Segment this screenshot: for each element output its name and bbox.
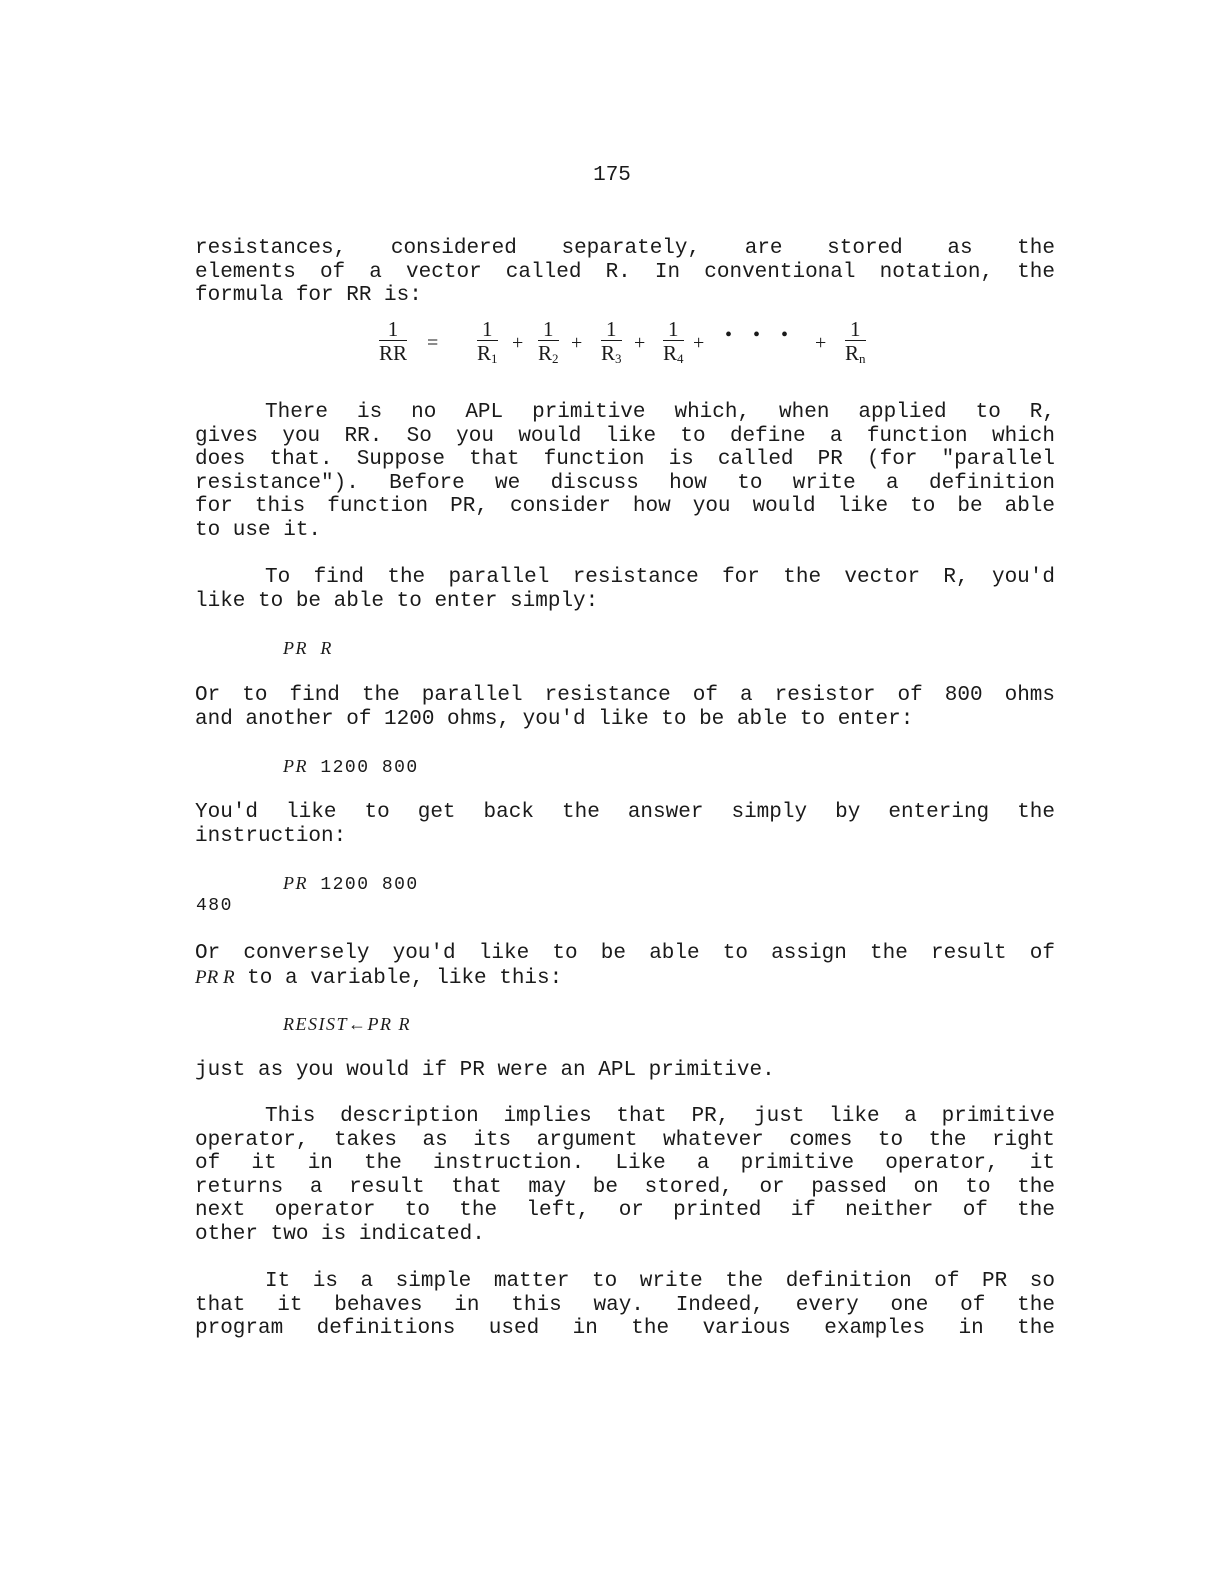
formula-ellipsis: • • • (725, 324, 797, 346)
code-function: PR (283, 873, 308, 893)
text-line: Or conversely you'd like to be able to assign the result of (195, 942, 1055, 965)
formula-plus: + (571, 332, 583, 354)
inline-code: PR R (195, 966, 235, 988)
text-line: Or to find the parallel resistance of a resistor of 800 ohms (195, 684, 1055, 707)
text-line: like to be able to enter simply: (195, 589, 599, 613)
term-subscript: 1 (491, 351, 498, 366)
text-line: gives you RR. So you would like to define a function which (195, 424, 1055, 448)
paragraph-no-primitive (195, 401, 1055, 543)
text-line: It is a simple matter to write the definition of PR so (265, 1270, 1055, 1293)
term-base: R (601, 341, 616, 365)
formula-denominator (663, 341, 684, 371)
formula-denominator (601, 341, 622, 371)
text-line: just as you would if PR were an APL primitive. (195, 1059, 775, 1082)
code-arguments: 1200 800 (320, 875, 419, 895)
formula-numerator: 1 (477, 318, 498, 341)
text-line: and another of 1200 ohms, you'd like to be able to enter: (195, 707, 914, 731)
code-pr-values (283, 756, 419, 778)
formula-numerator: 1 (601, 318, 622, 341)
term-base: R (663, 341, 678, 365)
text-line: There is no APL primitive which, when applied to R, (265, 401, 1055, 424)
parallel-resistance-formula (375, 318, 895, 378)
text-line: operator, takes as its argument whatever comes to the right (195, 1128, 1055, 1152)
paragraph-description (195, 1105, 1055, 1247)
text-line: This description implies that PR, just like a primitive (265, 1105, 1055, 1128)
paragraph-resistor-example (195, 684, 1055, 731)
term-base: R (477, 341, 492, 365)
code-result: 480 (196, 896, 233, 916)
formula-plus: + (693, 332, 705, 354)
text-line: returns a result that may be stored, or passed on to the (195, 1175, 1055, 1199)
text-line: resistances, considered separately, are stored as the (195, 237, 1055, 260)
code-function: PR (283, 638, 308, 658)
code-resist-assignment (283, 1014, 411, 1036)
text-line: program definitions used in the various examples in the (195, 1317, 1055, 1341)
code-arguments: 1200 800 (320, 758, 419, 778)
text-line: resistance"). Before we discuss how to write a definition (195, 471, 1055, 495)
term-subscript: 3 (615, 351, 622, 366)
code-statement: RESIST←PR R (283, 1014, 411, 1034)
text-line: To find the parallel resistance for the vector R, you'd (265, 566, 1055, 589)
formula-term-n (845, 318, 866, 371)
code-pr-instruction (283, 873, 419, 895)
paragraph-get-answer (195, 801, 1055, 848)
paragraph-simple-matter (195, 1270, 1055, 1341)
paragraph-find-parallel (195, 566, 1055, 613)
term-subscript: 4 (677, 351, 684, 366)
formula-denominator (477, 341, 498, 371)
formula-plus: + (512, 332, 524, 354)
text-fragment: to a variable, like this: (234, 966, 563, 990)
formula-numerator: 1 (845, 318, 866, 341)
text-line: instruction: (195, 824, 347, 848)
term-base: R (538, 341, 553, 365)
text-line: of it in the instruction. Like a primitive operator, it (195, 1152, 1055, 1176)
formula-denominator: RR (379, 341, 408, 365)
formula-term-3 (601, 318, 622, 371)
formula-term-2 (538, 318, 559, 371)
formula-denominator (538, 341, 559, 371)
term-subscript: n (859, 351, 866, 366)
text-line (195, 966, 1055, 991)
formula-plus: + (815, 332, 827, 354)
formula-numerator: 1 (379, 318, 407, 341)
formula-lhs-fraction (379, 318, 407, 365)
text-line: other two is indicated. (195, 1222, 485, 1246)
paragraph-intro (195, 237, 1055, 308)
code-pr-r (283, 638, 333, 660)
text-line: does that. Suppose that function is called PR (for "parallel (195, 448, 1055, 472)
text-line: next operator to the left, or printed if neither of the (195, 1199, 1055, 1223)
formula-term-4 (663, 318, 684, 371)
formula-denominator (845, 341, 866, 371)
term-subscript: 2 (552, 351, 559, 366)
text-line: to use it. (195, 518, 322, 542)
code-function: PR (283, 756, 308, 776)
text-line: for this function PR, consider how you would like to be able (195, 495, 1055, 519)
text-line: You'd like to get back the answer simply by entering the (195, 801, 1055, 824)
paragraph-assign-result (195, 942, 1055, 990)
formula-plus: + (634, 332, 646, 354)
page-number: 175 (593, 164, 631, 187)
text-line: that it behaves in this way. Indeed, every one of the (195, 1293, 1055, 1317)
code-argument: R (320, 638, 333, 658)
formula-numerator: 1 (538, 318, 559, 341)
term-base: R (845, 341, 860, 365)
text-line: elements of a vector called R. In conventional notation, the (195, 260, 1055, 284)
formula-equals: = (427, 332, 439, 354)
formula-term-1 (477, 318, 498, 371)
formula-numerator: 1 (663, 318, 684, 341)
text-line: formula for RR is: (195, 284, 422, 308)
paragraph-just-as (195, 1059, 1055, 1083)
